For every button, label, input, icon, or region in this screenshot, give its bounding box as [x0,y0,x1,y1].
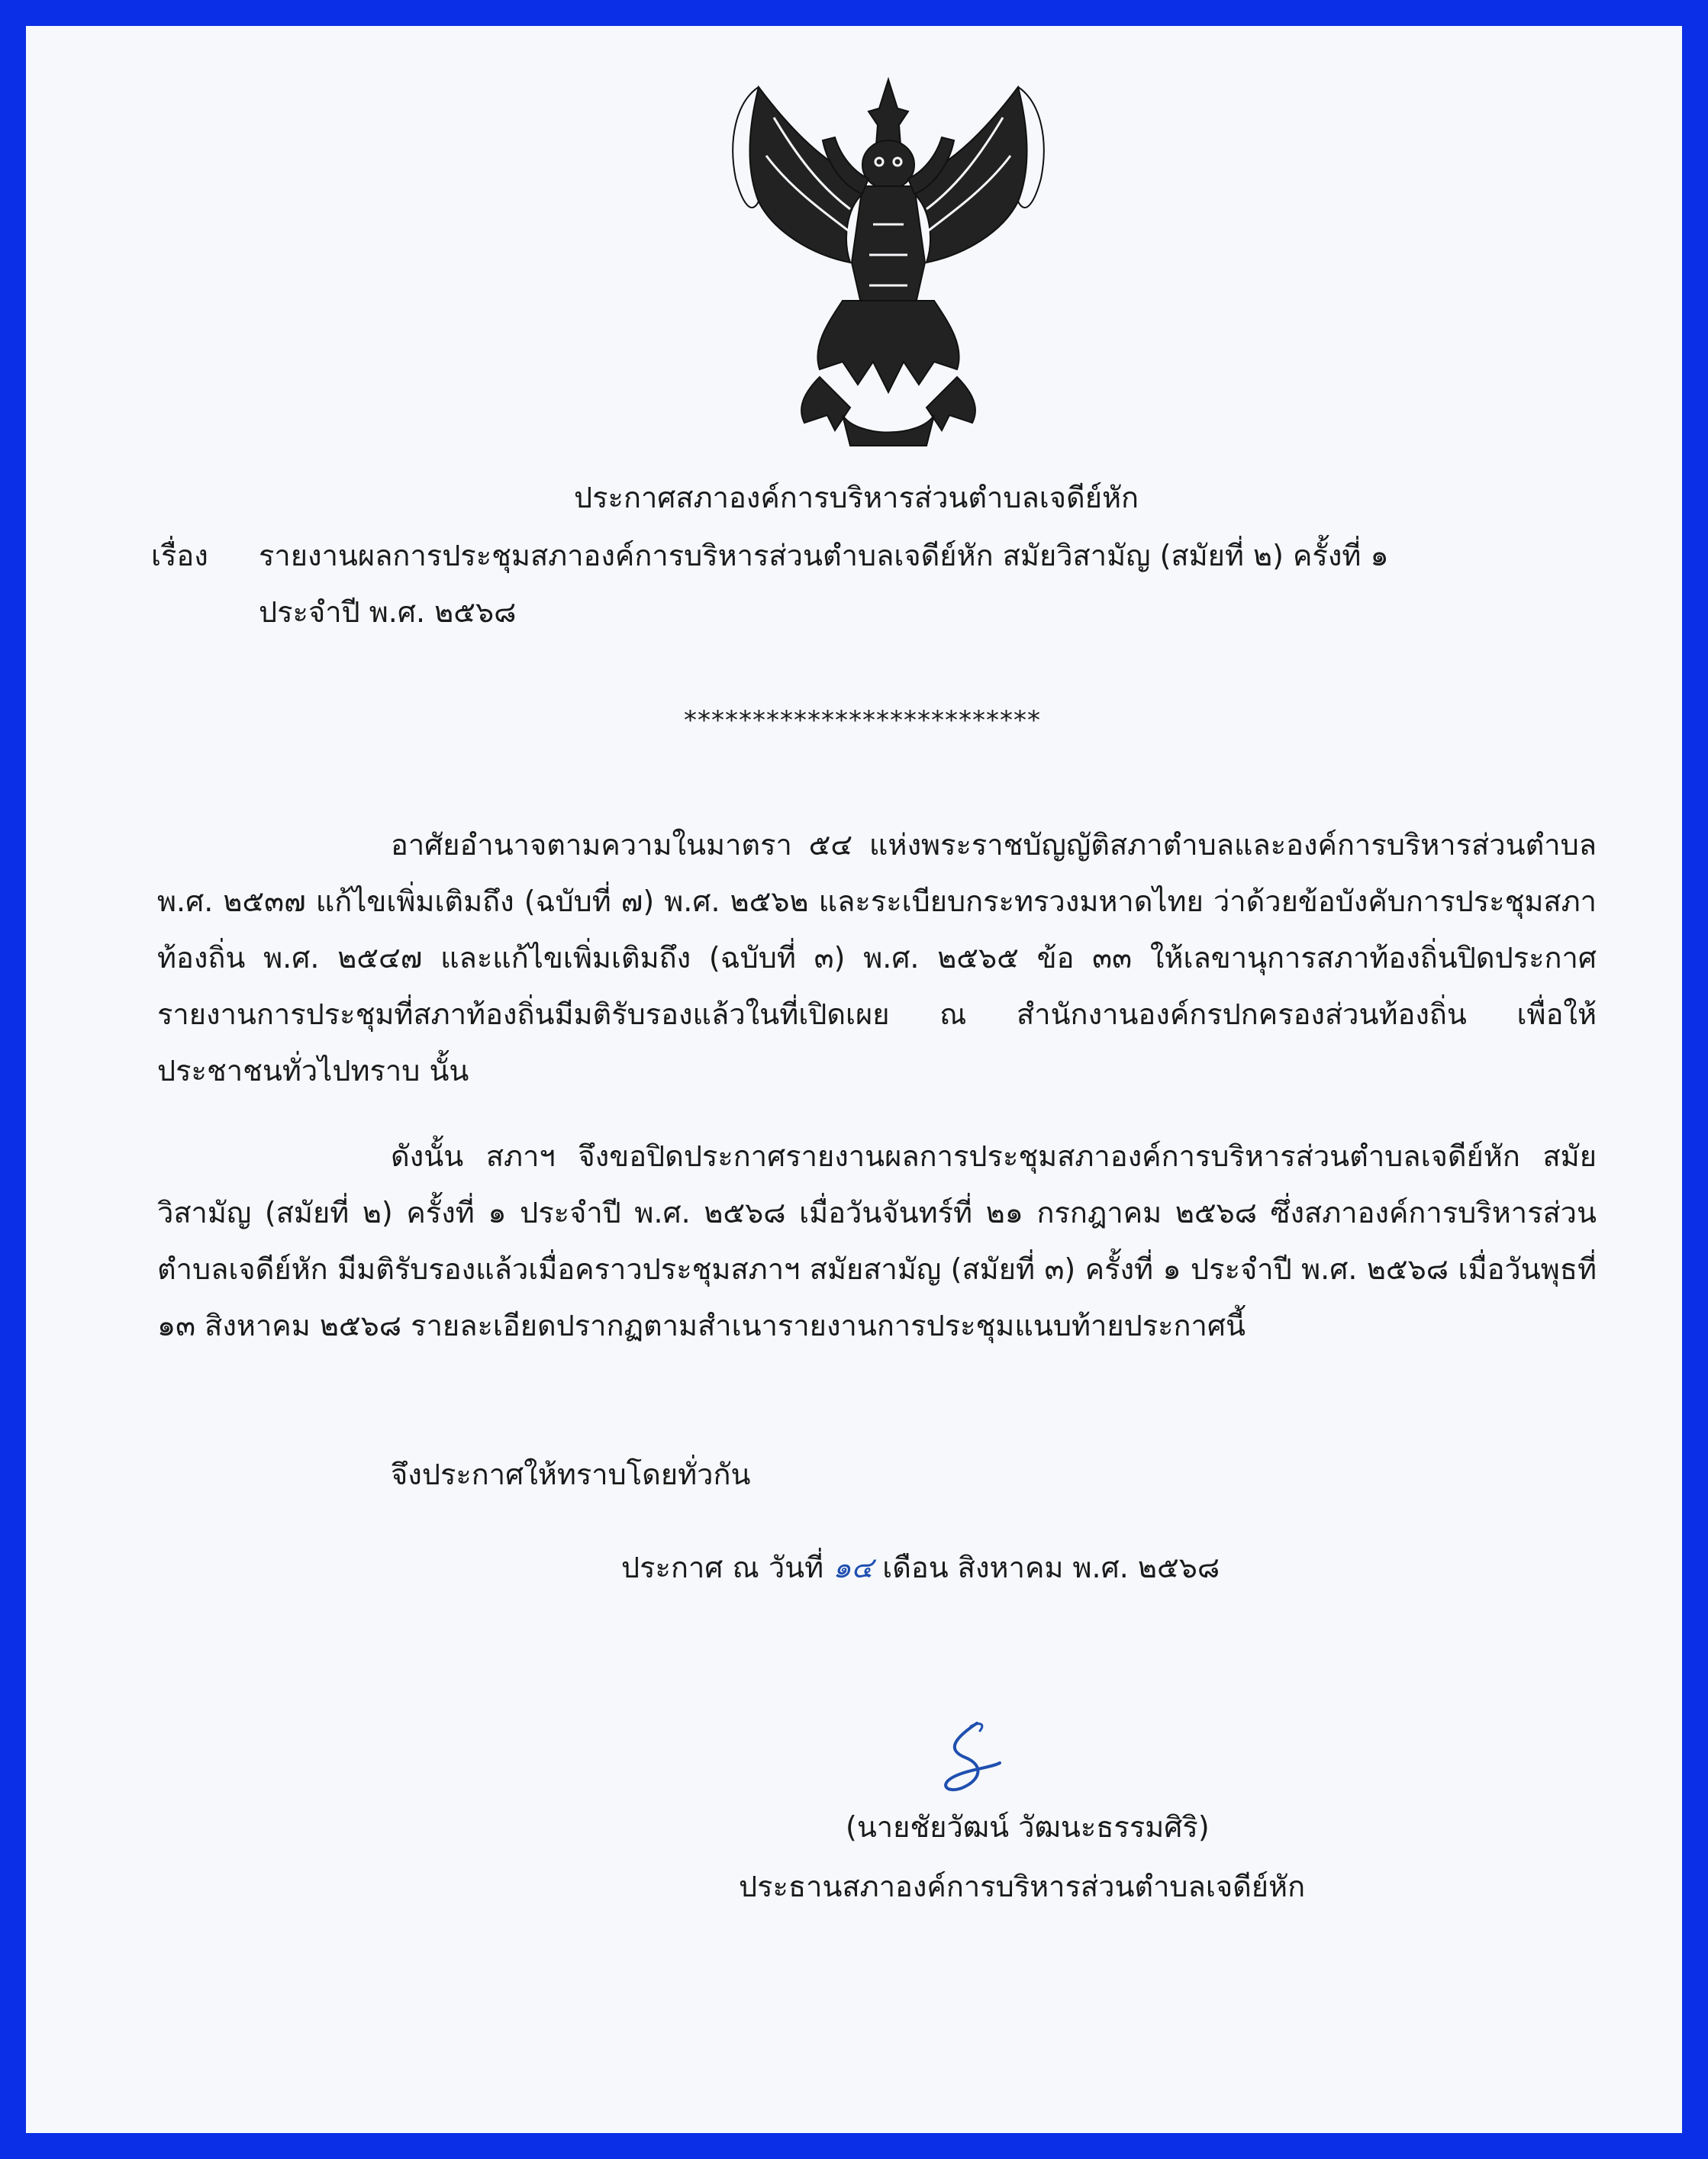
garuda-emblem-icon [728,72,1049,453]
date-day-handwritten: ๑๔ [833,1551,874,1584]
paragraph-2-text: ดังนั้น สภาฯ จึงขอปิดประกาศรายงานผลการประชุมสภาองค์การบริหารส่วนตำบลเจดีย์หัก สมัยวิสามัญ (สมัยที่ ๒) ครั้งที่ ๑ ประจำปี พ.ศ. ๒๕๖๘ เมื่อวันจันทร์ที่ ๒๑ กรกฎาคม ๒๕๖๘ ซึ่งสภาองค์การบริหารส่วนตำบลเจดีย์หัก มีมติรับรองแล้วเมื่อคราวประชุมสภาฯ สมัยสามัญ (สมัยที่ ๓) ครั้งที่ ๑ ประจำปี พ.ศ. ๒๕๖๘ เมื่อวันพุธที่ ๑๓ สิงหาคม ๒๕๖๘ รายละเอียดปรากฏตามสำเนารายงานการประชุมแนบท้ายประกาศนี้ [157,1139,1597,1342]
announcement-date [621,1548,1220,1587]
signer-title: ประธานสภาองค์การบริหารส่วนตำบลเจดีย์หัก [739,1870,1306,1903]
paragraph-1-text: อาศัยอำนาจตามความในมาตรา ๕๔ แห่งพระราชบัญญัติสภาตำบลและองค์การบริหารส่วนตำบล พ.ศ. ๒๕๓๗ แก้ไขเพิ่มเติมถึง (ฉบับที่ ๗) พ.ศ. ๒๕๖๒ และระเบียบกระทรวงมหาดไทย ว่าด้วยข้อบังคับการประชุมสภาท้องถิ่น พ.ศ. ๒๕๔๗ และแก้ไขเพิ่มเติมถึง (ฉบับที่ ๓) พ.ศ. ๒๕๖๕ ข้อ ๓๓ ให้เลขานุการสภาท้องถิ่นปิดประกาศรายงานการประชุมที่สภาท้องถิ่นมีมติรับรองแล้วในที่เปิดเผย ณ สำนักงานองค์กรปกครองส่วนท้องถิ่น เพื่อให้ประชาชนทั่วไปทราบ นั้น [157,828,1597,1088]
body-paragraph-2 [157,1128,1597,1354]
body-paragraph-1 [157,817,1597,1099]
document-page [26,26,1682,2133]
announcement-title: ประกาศสภาองค์การบริหารส่วนตำบลเจดีย์หัก [574,481,1139,514]
signer-name: (นายชัยวัฒน์ วัฒนะธรรมศิริ) [846,1810,1210,1844]
handwritten-signature-icon [923,1716,1007,1800]
date-suffix: เดือน สิงหาคม พ.ศ. ๒๕๖๘ [882,1551,1220,1584]
date-prefix: ประกาศ ณ วันที่ [621,1551,824,1584]
subject-label: เรื่อง [151,539,208,572]
subject-line-1: รายงานผลการประชุมสภาองค์การบริหารส่วนตำบลเจดีย์หัก สมัยวิสามัญ (สมัยที่ ๒) ครั้งที่ ๑ [259,539,1389,572]
closing-statement: จึงประกาศให้ทราบโดยทั่วกัน [391,1458,751,1491]
subject-line-2: ประจำปี พ.ศ. ๒๕๖๘ [259,595,517,629]
separator-stars: ************************** [684,705,1041,736]
